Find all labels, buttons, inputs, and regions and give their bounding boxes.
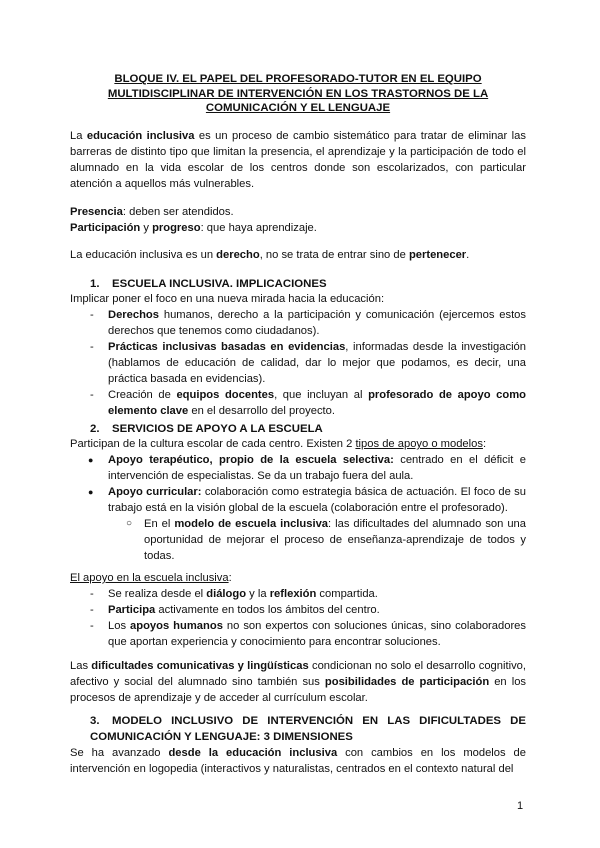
- item-text: humanos, derecho a la participación y comunicación (ejercemos estos derechos que tenemos como ciudadanos).: [108, 309, 526, 337]
- dificultades-text: en los procesos de aprendizaje y de acceder al currículum escolar.: [70, 676, 527, 704]
- section-2-title: SERVICIOS DE APOYO A LA ESCUELA: [112, 423, 323, 435]
- item-bold: Derechos: [108, 309, 159, 321]
- item-bold: Apoyo terapéutico, propio de la escuela selectiva:: [108, 454, 394, 466]
- item-text: En el: [144, 518, 175, 530]
- section-3-text-rest: con cambios en los modelos de intervención en logopedia (interactivos y naturalistas, centrados en el contexto natural del: [70, 747, 526, 775]
- apoyo-block: [70, 570, 526, 650]
- intro-text-rest: es un proceso de cambio sistemático para tratar de eliminar las barreras de distinto tipo que limitan la presencia, el aprendizaje y la participación de todo el alumnado en la vida escolar de los centros donde son escolarizados, con particular atención a aquellos más vulnerables.: [70, 130, 526, 190]
- section-2-lead: [70, 436, 526, 452]
- item-text: y la: [246, 588, 270, 600]
- item-text: Se realiza desde el: [108, 588, 207, 600]
- dificultades-text: condicionan no solo el desarrollo cognitivo, afectivo y social del alumnado sino también sus: [70, 660, 526, 688]
- list-item: [70, 618, 526, 650]
- section-2-body: [70, 436, 526, 564]
- section-1-list: [70, 307, 526, 419]
- section-2-number: 2.: [90, 423, 100, 435]
- list-item: [70, 387, 526, 419]
- pertenecer-term: pertenecer: [408, 249, 467, 261]
- apoyo-title-line: [70, 570, 526, 586]
- dificultades-paragraph: [70, 658, 526, 706]
- section-2-subbullets: [70, 516, 526, 564]
- lead-underlined: tipos de apoyo o modelos: [355, 438, 483, 450]
- participacion-text: : que haya aprendizaje.: [200, 222, 317, 234]
- item-text: Creación de: [108, 389, 177, 401]
- section-2-bullets: [70, 452, 526, 516]
- participacion-term: Participación: [70, 222, 141, 234]
- item-bold: profesorado de apoyo como elemento clave: [108, 389, 527, 417]
- item-text: , que incluyan al: [274, 389, 369, 401]
- progreso-term: progreso: [152, 222, 201, 234]
- section-3-text: Se ha avanzado: [70, 747, 169, 759]
- apoyo-title: El apoyo en la escuela inclusiva: [70, 572, 229, 584]
- list-item: [70, 339, 526, 387]
- section-3-heading: [90, 714, 526, 745]
- document-title: BLOQUE IV. EL PAPEL DEL PROFESORADO-TUTOR EN EL EQUIPO MULTIDISCIPLINAR DE INTERVENCIÓN EN LOS TRASTORNOS DE LA COMUNICACIÓN Y EL LENGUAJE: [107, 73, 489, 114]
- participacion-line: [70, 220, 526, 236]
- item-bold: Participa: [108, 604, 156, 616]
- item-bold: diálogo: [206, 588, 247, 600]
- presencia-line: [70, 204, 526, 220]
- list-item: [70, 307, 526, 339]
- presencia-term: Presencia: [70, 206, 123, 218]
- list-item: [70, 586, 526, 602]
- section-1-heading: [90, 276, 327, 292]
- apoyo-list: [70, 586, 526, 650]
- item-text: centrado en el déficit e intervención de especialistas. Se da un trabajo fuera del aula.: [108, 454, 526, 482]
- intro-bold: educación inclusiva: [86, 130, 195, 142]
- section-3-title: MODELO INCLUSIVO DE INTERVENCIÓN EN LAS DIFICULTADES DE COMUNICACIÓN Y LENGUAJE: 3 DIMENSIONES: [90, 715, 526, 743]
- section-3-bold: desde la educación inclusiva: [168, 747, 338, 759]
- apoyo-colon: :: [228, 572, 232, 584]
- item-text: , informadas desde la investigación (hablamos de educación de calidad, dar lo mejor que podamos, es decir, una práctica basada en evidencias).: [108, 341, 526, 385]
- item-text: colaboración como estrategia básica de actuación. El foco de su trabajo está en la visión global de la escuela (colaboración entre el profesorado).: [108, 486, 526, 514]
- item-text: no son expertos con soluciones únicas, sino colaboradores que aportan experiencia y conocimiento para encontrar soluciones.: [108, 620, 526, 648]
- item-text: Los: [108, 620, 131, 632]
- list-item: [70, 452, 526, 484]
- item-bold: apoyos humanos: [130, 620, 223, 632]
- item-text: : las dificultades del alumnado son una oportunidad de mejorar el proceso de enseñanza-aprendizaje de todos y todas.: [144, 518, 527, 562]
- item-text: activamente en todos los ámbitos del centro.: [155, 604, 380, 616]
- list-item: [70, 602, 526, 618]
- section-1-lead: Implicar poner el foco en una nueva mirada hacia la educación:: [70, 293, 385, 305]
- dificultades-text: Las: [70, 660, 92, 672]
- section-3-body: [70, 745, 526, 777]
- dificultades-bold: posibilidades de participación: [324, 676, 490, 688]
- section-1-number: 1.: [90, 278, 100, 290]
- item-bold: Apoyo curricular:: [108, 486, 202, 498]
- dificultades-bold: dificultades comunicativas y lingüísticas: [91, 660, 309, 672]
- item-bold: modelo de escuela inclusiva: [174, 518, 329, 530]
- page-number: 1: [517, 800, 524, 812]
- derecho-line: [70, 247, 526, 263]
- item-bold: reflexión: [269, 588, 317, 600]
- item-bold: Prácticas inclusivas basadas en evidencias: [108, 341, 346, 353]
- section-1-title: ESCUELA INCLUSIVA. IMPLICACIONES: [112, 278, 327, 290]
- lead-colon: :: [482, 438, 487, 450]
- participacion-connector: y: [140, 222, 153, 234]
- section-1-body: [70, 291, 526, 419]
- intro-text: La: [70, 130, 87, 142]
- intro-paragraph: [70, 128, 526, 192]
- section-2-heading: [90, 421, 323, 437]
- section-3-number: 3.: [90, 715, 100, 727]
- presencia-text: : deben ser atendidos.: [122, 206, 234, 218]
- list-item: [70, 516, 526, 564]
- list-item: [70, 484, 526, 516]
- lead-text: Participan de la cultura escolar de cada centro. Existen 2: [70, 438, 356, 450]
- item-bold: equipos docentes: [176, 389, 275, 401]
- derecho-text: La educación inclusiva es un: [70, 249, 217, 261]
- derecho-term: derecho: [216, 249, 260, 261]
- derecho-period: .: [466, 249, 470, 261]
- derecho-text-mid: , no se trata de entrar sino de: [259, 249, 409, 261]
- item-text: en el desarrollo del proyecto.: [188, 405, 335, 417]
- item-text: compartida.: [316, 588, 378, 600]
